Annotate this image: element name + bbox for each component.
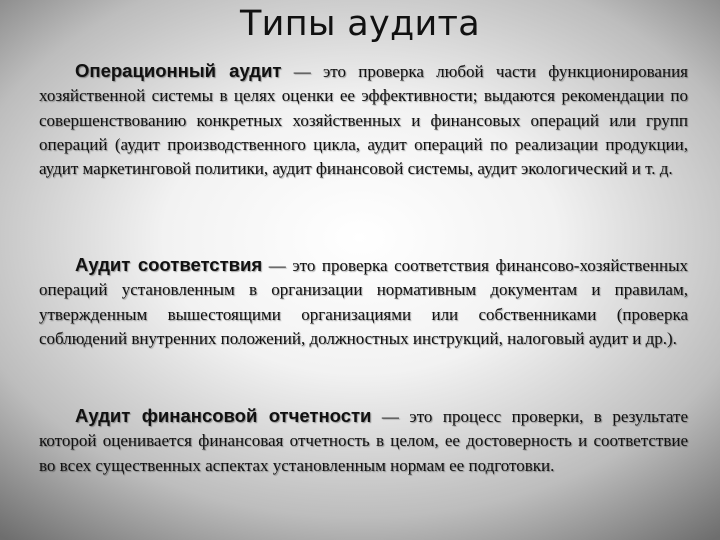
definition-compliance-audit: — это проверка соответствия финансово-хозяйственных операций установленным в организации нормативным документам и правилам, утвержденным вышестоящими организациями или собственниками (проверка соблюдений внутренних положений, должностных инструкций, налоговый аудит и др.). [39, 256, 688, 348]
slide-title: Типы аудита [239, 4, 480, 44]
term-financial-statement-audit: Аудит финансовой отчетности [75, 405, 372, 426]
definition-operational-audit: — это проверка любой части функционирования хозяйственной системы в целях оценки ее эффективности; выдаются рекомендации по совершенствованию конкретных хозяйственных и финансовых операций или групп операций (аудит производственного цикла, аудит операций по реализации продукции, аудит маркетинговой политики, аудит финансовой системы, аудит экологический и т. д. [39, 62, 688, 179]
term-compliance-audit: Аудит соответствия [75, 254, 263, 275]
paragraph-operational-audit [39, 59, 688, 181]
definition-financial-statement-audit: — это процесс проверки, в результате которой оценивается финансовая отчетность в целом, ее достоверность и соответствие во всех существенных аспектах установленным нормам ее подготовки. [39, 407, 688, 475]
term-operational-audit: Операционный аудит [75, 60, 282, 81]
paragraph-compliance-audit [39, 253, 688, 351]
paragraph-financial-statement-audit [39, 404, 688, 478]
